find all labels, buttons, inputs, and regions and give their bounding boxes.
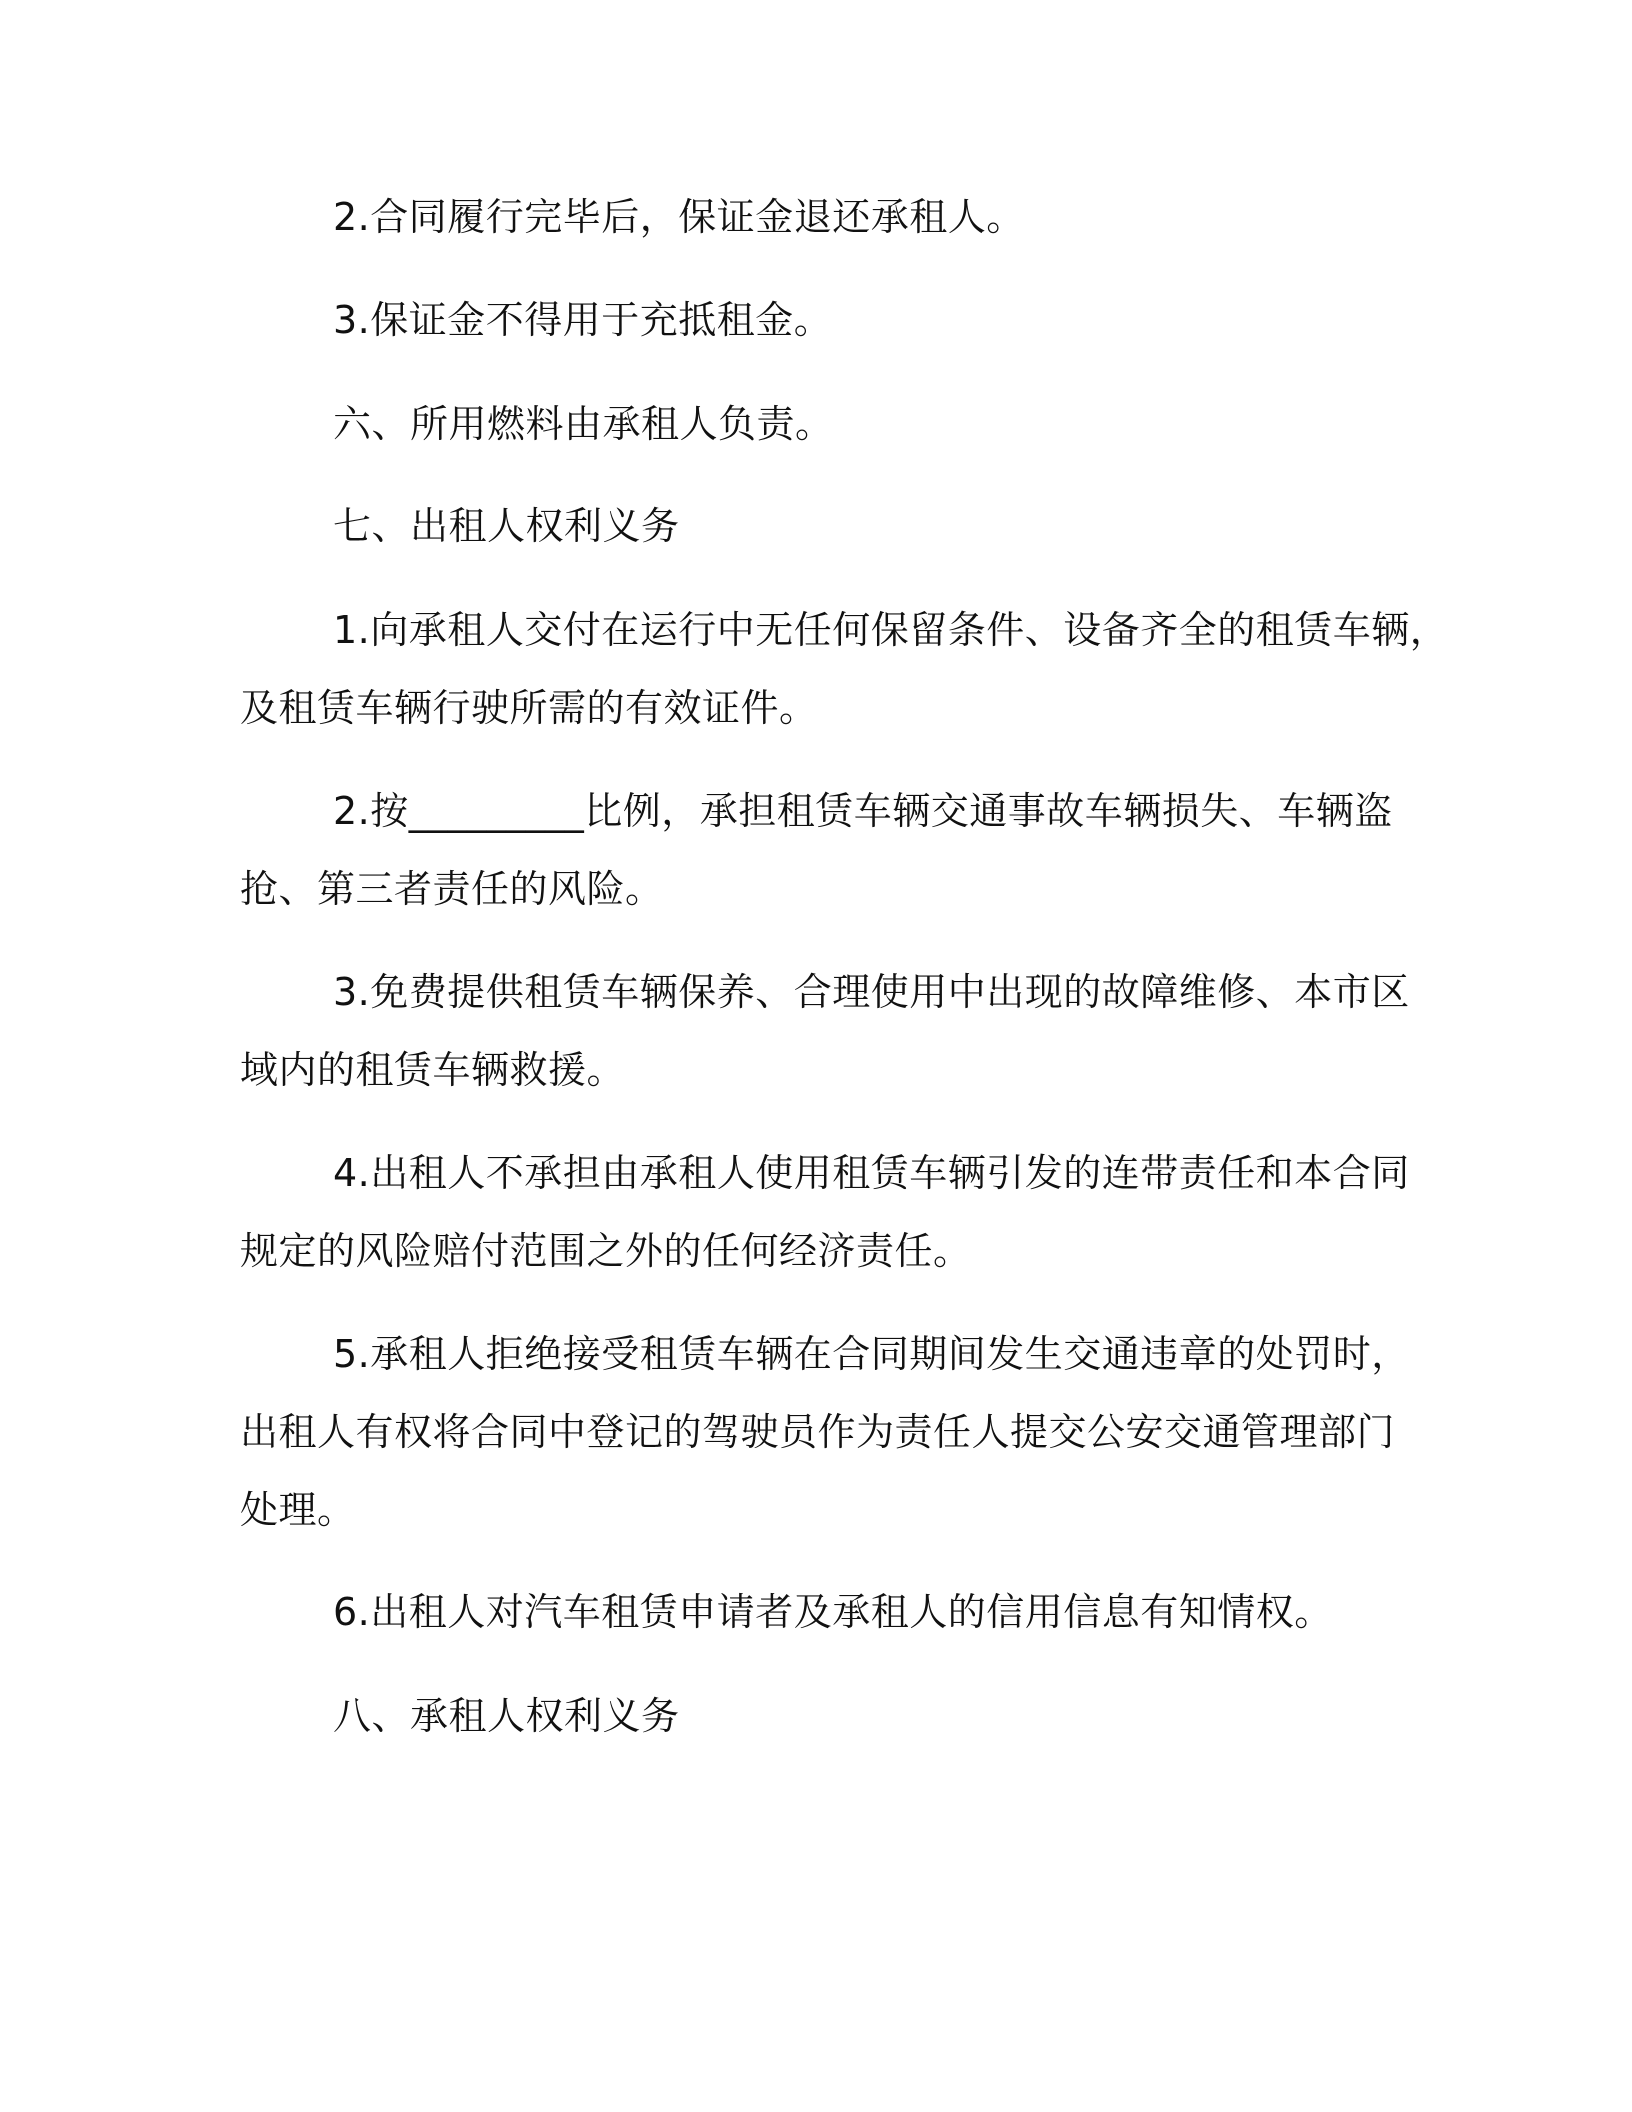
section-6-heading: 六、所用燃料由承租人负责。	[333, 402, 834, 446]
section-8-heading: 八、承租人权利义务	[333, 1694, 680, 1738]
lessor-clause-6: 6.出租人对汽车租赁申请者及承租人的信用信息有知情权。	[333, 1590, 1333, 1634]
lessor-clause-4-line-1: 4.出租人不承担由承租人使用租赁车辆引发的连带责任和本合同	[333, 1151, 1410, 1195]
lessor-clause-4-line-2: 规定的风险赔付范围之外的任何经济责任。	[240, 1229, 972, 1273]
lessor-clause-2-line-2: 抢、第三者责任的风险。	[240, 867, 664, 911]
lessor-clause-5-line-2: 出租人有权将合同中登记的驾驶员作为责任人提交公安交通管理部门	[240, 1410, 1396, 1454]
lessor-clause-5-line-1: 5.承租人拒绝接受租赁车辆在合同期间发生交通违章的处罚时，	[333, 1332, 1410, 1376]
lessor-clause-5-line-3: 处理。	[240, 1488, 356, 1532]
deposit-clause-2: 2.合同履行完毕后，保证金退还承租人。	[333, 195, 1025, 239]
lessor-clause-3-line-2: 域内的租赁车辆救援。	[240, 1048, 626, 1092]
deposit-clause-3: 3.保证金不得用于充抵租金。	[333, 298, 833, 342]
lessor-clause-1-line-2: 及租赁车辆行驶所需的有效证件。	[240, 686, 818, 730]
lessor-clause-1-line-1: 1.向承租人交付在运行中无任何保留条件、设备齐全的租赁车辆，	[333, 608, 1449, 652]
section-7-heading: 七、出租人权利义务	[333, 504, 680, 548]
lessor-clause-2-line-1: 2.按_________比例，承担租赁车辆交通事故车辆损失、车辆盗	[333, 789, 1393, 833]
lessor-clause-3-line-1: 3.免费提供租赁车辆保养、合理使用中出现的故障维修、本市区	[333, 970, 1410, 1014]
